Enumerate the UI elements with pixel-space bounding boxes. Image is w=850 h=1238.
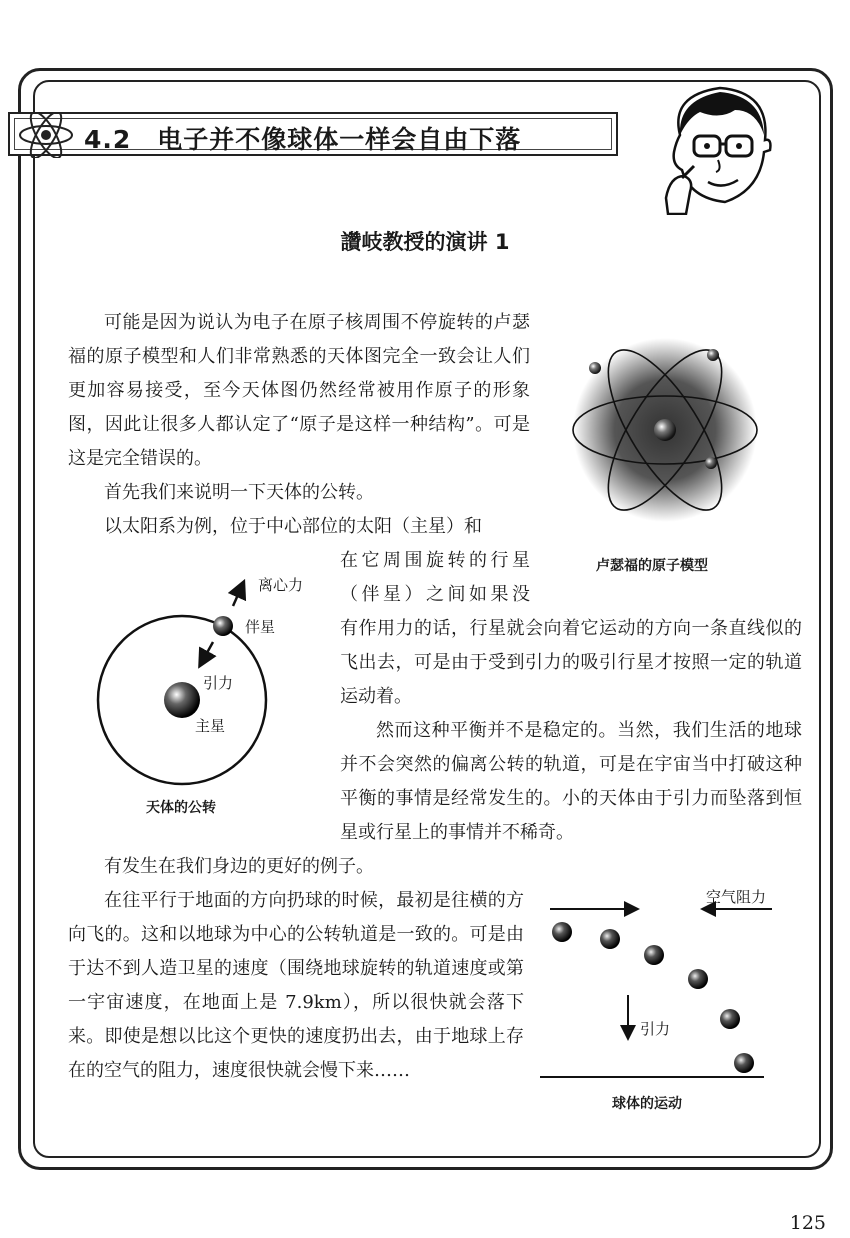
rutherford-atom-figure xyxy=(565,335,765,525)
paragraph-2: 首先我们来说明一下天体的公转。 xyxy=(104,482,374,503)
paragraph-3c: 有作用力的话，行星就会向着它运动的方向一条直线似的飞出去，可是由于受到引力的吸引行星才按照一定的轨道运动着。 xyxy=(340,618,802,707)
ball-label-air-resistance: 空气阻力 xyxy=(706,888,767,906)
atom-icon xyxy=(14,112,78,158)
orbit-label-centrifugal: 离心力 xyxy=(258,576,304,594)
lecture-title: 讚岐教授的演讲 1 xyxy=(340,230,510,254)
paragraph-3b: 在它周围旋转的行星（伴星）之间如果没 xyxy=(340,550,530,605)
ball-label-gravity: 引力 xyxy=(640,1020,671,1038)
section-title: 4.2 电子并不像球体一样会自由下落 xyxy=(84,125,522,154)
ball-motion-figure xyxy=(540,895,780,1085)
paragraph-1: 可能是因为说认为电子在原子核周围不停旋转的卢瑟福的原子模型和人们非常熟悉的天体图完全一致会让人们更加容易接受，至今天体图仍然经常被用作原子的形象图，因此让很多人都认定了“原子是这样一种结构”。可是这是完全错误的。 xyxy=(68,312,530,469)
orbit-caption: 天体的公转 xyxy=(146,800,216,816)
rutherford-caption: 卢瑟福的原子模型 xyxy=(596,558,708,574)
orbit-label-gravity: 引力 xyxy=(203,674,234,692)
paragraph-3a: 以太阳系为例，位于中心部位的太阳（主星）和 xyxy=(104,516,482,537)
page-number: 125 xyxy=(789,1212,826,1234)
paragraph-6: 在往平行于地面的方向扔球的时候，最初是往横的方向飞的。这和以地球为中心的公转轨道是一致的。可是由于达不到人造卫星的速度（围绕地球旋转的轨道速度或第一宇宙速度，在地面上是 7.9km），所以很快就会落下来。即使是想以比这个更快的速度扔出去，由于地球上存在的空气的阻力，速度很快就会慢下来…… xyxy=(68,890,524,1081)
orbit-label-companion: 伴星 xyxy=(245,618,276,636)
paragraph-4: 然而这种平衡并不是稳定的。当然，我们生活的地球并不会突然的偏离公转的轨道，可是在宇宙当中打破这种平衡的事情是经常发生的。小的天体由于引力而坠落到恒星或行星上的事情并不稀奇。 xyxy=(340,720,802,843)
ball-caption: 球体的运动 xyxy=(612,1096,682,1112)
orbit-label-primary: 主星 xyxy=(195,717,226,735)
paragraph-5: 有发生在我们身边的更好的例子。 xyxy=(104,856,374,877)
professor-cartoon-icon xyxy=(660,80,780,215)
